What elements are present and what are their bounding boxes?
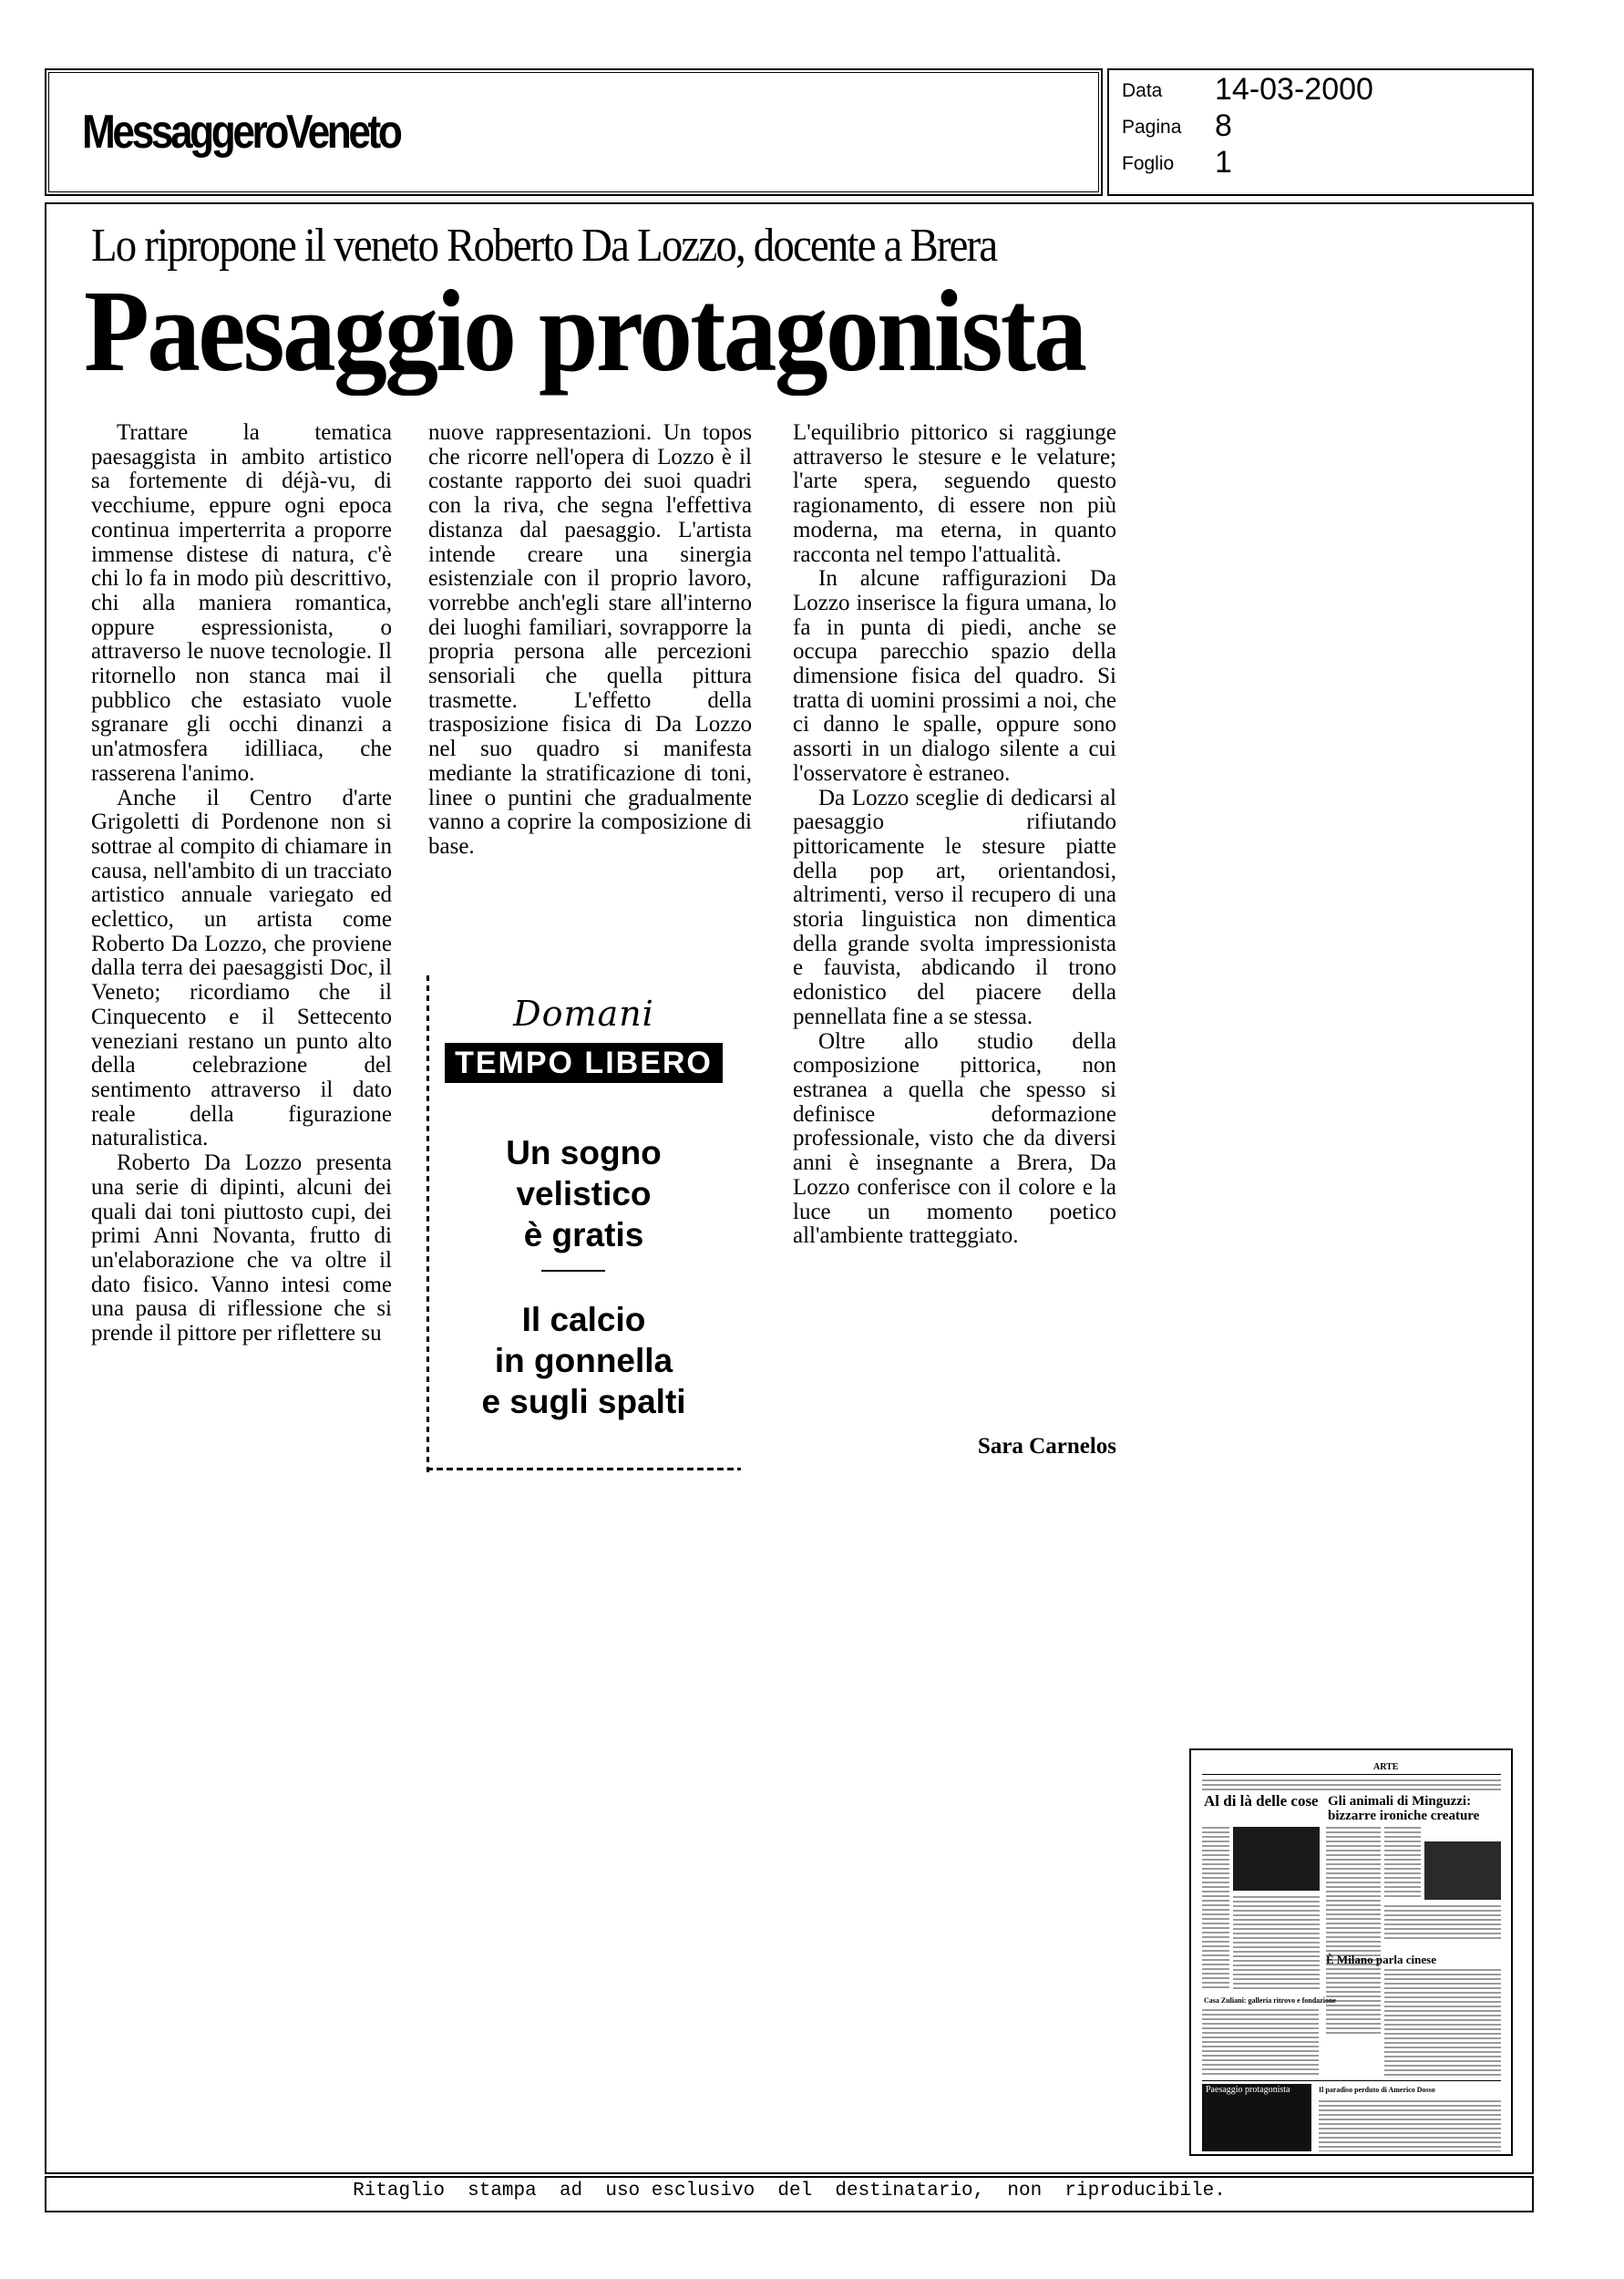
thumb-text-block (1384, 1827, 1421, 1900)
promo-item-2-line-3: e sugli spalti (481, 1383, 686, 1420)
thumb-text-block (1384, 1905, 1501, 1942)
meta-label-pagina: Pagina (1122, 117, 1182, 138)
meta-value-foglio: 1 (1215, 145, 1232, 180)
promo-item-1-line-1: Un sogno (506, 1134, 662, 1171)
promo-item-2-line-2: in gonnella (494, 1342, 673, 1379)
thumb-subhead-2: È Milano parla cinese (1326, 1953, 1436, 1966)
newspaper-masthead: MessaggeroVeneto (82, 106, 400, 159)
thumb-section: ARTE (1373, 1762, 1399, 1772)
thumb-headline-left: Al di là delle cose (1204, 1792, 1319, 1810)
thumb-photo (1233, 1827, 1320, 1891)
thumb-subhead-1: Casa Zuliani: galleria ritrovo e fondazione (1204, 1996, 1336, 2005)
thumb-subhead-3: Paesaggio protagonista (1206, 2085, 1290, 2095)
page-thumbnail (1189, 1748, 1513, 2156)
meta-value-data: 14-03-2000 (1215, 72, 1373, 107)
thumb-text-block (1319, 2100, 1501, 2151)
article-signature: Sara Carnelos (977, 1434, 1116, 1459)
paragraph: Anche il Centro d'arte Grigoletti di Pordenone non si sottrae al compito di chiamare in causa, nell'ambito di un tracciato artistico annuale variegato ed eclettico, un artista come Roberto Da Lozzo, che proviene dalla terra dei paesaggisti Doc, il Veneto; ricordiamo che il Cinquecento e il Settecento veneziani restano un punto alto della celebrazione del sentimento attraverso il dato reale della figurazione naturalistica. (91, 785, 392, 1151)
promo-box-tempo-libero (427, 975, 741, 1472)
thumb-subhead-4: Il paradiso perduto di Americo Dosso (1319, 2086, 1435, 2094)
promo-border-bottom (427, 1468, 741, 1470)
paragraph: Da Lozzo sceglie di dedicarsi al paesaggio rifiutando pittoricamente le stesure piatte della pop art, orientandosi, altrimenti, verso il recupero di una storia linguistica non dimentica della grande svolta impressionista e fauvista, abdicando il trono edonistico del piacere della pennellata fine a se stessa. (793, 785, 1116, 1029)
meta-label-data: Data (1122, 80, 1163, 101)
article-headline: Paesaggio protagonista (84, 266, 1085, 396)
promo-item-2-line-1: Il calcio (521, 1301, 646, 1338)
paragraph: L'equilibrio pittorico si raggiunge attraverso le stesure e le velature; l'arte spera, seguendo questo ragionamento, di essere non più moderna, ma eterna, in quanto racconta nel tempo l'attualità. (793, 420, 1116, 567)
promo-section-band: TEMPO LIBERO (445, 1043, 723, 1083)
paragraph: Roberto Da Lozzo presenta una serie di dipinti, alcuni dei quali dai toni piuttosto cupi, dei primi Anni Novanta, frutto di un'elaborazione che va oltre il dato fisico. Vanno intesi come una pausa di riflessione che si prende il pittore per riflettere su (91, 1150, 392, 1346)
thumb-rule (1202, 2080, 1501, 2081)
paragraph: Oltre allo studio della composizione pittorica, non estranea a quella che spesso si definisce deformazione professionale, visto che da diversi anni è insegnante a Brera, Da Lozzo conferisce con il colore e la luce un momento poetico all'ambiente tratteggiato. (793, 1028, 1116, 1249)
article-column-3 (793, 421, 1116, 1249)
thumb-text-block (1326, 1827, 1381, 2037)
promo-item-1-line-2: velistico (516, 1175, 652, 1212)
article-column-2 (428, 421, 752, 860)
thumb-photo (1424, 1841, 1501, 1900)
thumb-text-block (1384, 1969, 1501, 2077)
thumb-headline-right-1: Gli animali di Minguzzi: (1328, 1794, 1472, 1809)
thumb-headline-right-2: bizzarre ironiche creature (1328, 1809, 1480, 1823)
paragraph: nuove rappresentazioni. Un topos che ricorre nell'opera di Lozzo è il costante rapporto dei suoi quadri con la riva, che segna l'effettiva distanza dal paesaggio. L'artista intende creare una sinergia esistenziale con il proprio lavoro, vorrebbe anch'egli stare all'interno dei luoghi familiari, sovrapporre la propria persona alle percezioni sensoriali che quella pittura trasmette. L'effetto della trasposizione fisica di Da Lozzo nel suo quadro si manifesta mediante la stratificazione di toni, linee o puntini che gradualmente vanno a coprire la composizione di base. (428, 420, 752, 859)
article-kicker: Lo ripropone il veneto Roberto Da Lozzo, docente a Brera (91, 220, 997, 272)
thumb-text-block (1233, 1896, 1320, 1991)
promo-domani-label: Domani (513, 994, 654, 1034)
promo-item-1-line-3: è gratis (523, 1216, 644, 1253)
thumb-text-block (1202, 1827, 1229, 1991)
meta-value-pagina: 8 (1215, 108, 1232, 143)
footer-disclaimer: Ritaglio stampa ad uso esclusivo del destinatario, non riproducibile. (353, 2181, 1226, 2202)
meta-label-foglio: Foglio (1122, 153, 1175, 174)
thumb-rule (1202, 1774, 1501, 1775)
promo-separator (541, 1270, 605, 1272)
thumb-text-block (1202, 1779, 1501, 1790)
paragraph: Trattare la tematica paesaggista in ambito artistico sa fortemente di déjà-vu, di vecchiume, eppure ogni epoca continua imperterrita a proporre immense distese di natura, c'è chi lo fa in modo più descrittivo, chi alla maniera romantica, oppure espressionista, o attraverso le nuove tecnologie. Il ritornello non stanca mai il pubblico che estasiato vuole sgranare gli occhi dinanzi a un'atmosfera idilliaca, che rasserena l'animo. (91, 420, 392, 786)
article-column-1 (91, 421, 392, 1346)
thumb-text-block (1202, 2009, 1319, 2077)
paragraph: In alcune raffigurazioni Da Lozzo inserisce la figura umana, lo fa in punta di piedi, anche se occupa parecchio spazio della dimensione fisica del quadro. Si tratta di uomini prossimi a noi, che ci danno le spalle, oppure sono assorti in un dialogo silente a cui l'osservatore è estraneo. (793, 566, 1116, 786)
